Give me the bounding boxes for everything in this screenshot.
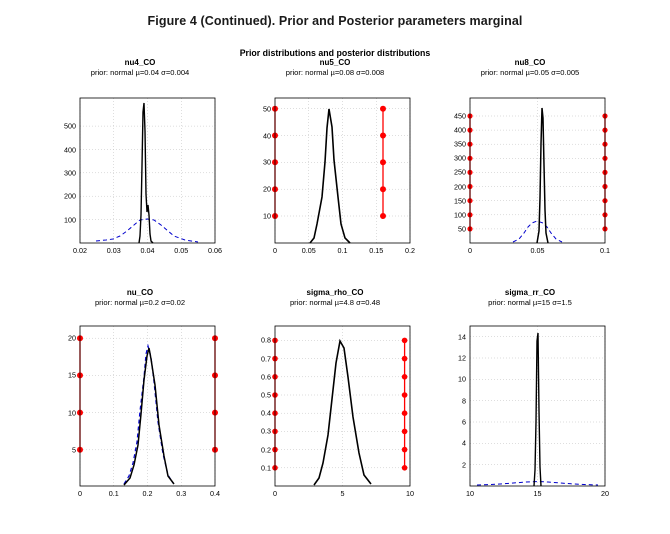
y-tick-label: 0.1 [261, 463, 271, 473]
y-tick-label: 200 [454, 182, 466, 191]
y-tick-label: 6 [462, 417, 466, 427]
y-tick-label: 0.5 [261, 390, 271, 400]
y-tick-label: 10 [68, 408, 76, 418]
figure-title: Figure 4 (Continued). Prior and Posterior parameters marginal [147, 14, 523, 28]
x-tick-label: 0 [273, 489, 277, 498]
plot-svg-nu-co [50, 308, 230, 508]
y-tick-label: 2 [462, 460, 466, 470]
y-tick-label: 400 [64, 145, 76, 154]
x-tick-label: 0 [273, 246, 277, 255]
y-tick-label: 50 [263, 104, 271, 114]
chart-panel-sigma-rho-co [245, 288, 425, 508]
x-tick-label: 0 [78, 489, 82, 498]
y-tick-label: 350 [454, 139, 466, 149]
x-tick-label: 0.03 [106, 246, 121, 255]
y-tick-label: 20 [263, 184, 271, 194]
y-tick-label: 400 [454, 125, 466, 135]
panel-subtitle: prior: normal µ=0.05 σ=0.005 [480, 68, 580, 77]
y-tick-label: 50 [458, 224, 466, 234]
x-tick-label: 20 [601, 489, 609, 498]
x-tick-label: 0 [468, 246, 472, 255]
y-tick-label: 4 [462, 438, 466, 448]
x-tick-label: 0.1 [600, 246, 610, 255]
panel-title: nu8_CO [514, 58, 546, 67]
chart-panel-nu4-co [50, 58, 230, 268]
y-tick-label: 20 [68, 333, 76, 343]
y-tick-label: 30 [263, 157, 271, 167]
y-tick-label: 300 [64, 168, 76, 178]
x-tick-label: 0.4 [210, 489, 220, 498]
y-tick-label: 300 [454, 153, 466, 163]
x-tick-label: 0.02 [73, 246, 87, 255]
plot-area [440, 308, 620, 508]
x-tick-label: 10 [406, 489, 414, 498]
x-tick-label: 5 [340, 489, 345, 498]
y-tick-label: 0.2 [261, 445, 271, 455]
y-tick-label: 450 [454, 111, 466, 121]
panel-title: nu_CO [126, 288, 154, 297]
y-tick-label: 0.6 [261, 372, 271, 382]
y-tick-label: 15 [68, 370, 76, 380]
x-tick-label: 15 [533, 489, 542, 498]
x-tick-label: 0.05 [530, 246, 545, 255]
panel-title: nu4_CO [124, 58, 156, 67]
y-tick-label: 8 [462, 396, 466, 406]
plot-svg-sigma-rr-co [440, 308, 620, 508]
panel-title: sigma_rr_CO [504, 288, 556, 297]
y-tick-label: 150 [454, 196, 466, 206]
plot-area [50, 308, 230, 508]
plot-svg-sigma-rho-co [245, 308, 425, 508]
x-tick-label: 10 [466, 489, 474, 498]
panel-subtitle: prior: normal µ=0.08 σ=0.008 [285, 68, 385, 77]
x-tick-label: 0.04 [140, 246, 155, 255]
plot-area [50, 78, 230, 268]
y-tick-label: 0.8 [261, 335, 271, 345]
y-tick-label: 0.3 [261, 426, 271, 436]
y-tick-label: 200 [64, 191, 76, 201]
y-tick-label: 0.7 [261, 354, 271, 364]
x-tick-label: 0.05 [301, 246, 316, 255]
y-tick-label: 500 [64, 121, 76, 131]
y-tick-label: 10 [458, 374, 466, 384]
y-tick-label: 0.4 [261, 408, 271, 418]
plot-svg-nu5-co [245, 78, 425, 268]
panel-subtitle: prior: normal µ=0.2 σ=0.02 [94, 298, 186, 307]
y-tick-label: 100 [454, 210, 466, 220]
panel-subtitle: prior: normal µ=4.8 σ=0.48 [289, 298, 381, 307]
y-tick-label: 12 [458, 353, 466, 363]
x-tick-label: 0.2 [142, 489, 153, 498]
y-tick-label: 5 [72, 445, 76, 455]
panel-title: sigma_rho_CO [306, 288, 364, 297]
x-tick-label: 0.3 [176, 489, 187, 498]
x-tick-label: 0.05 [174, 246, 189, 255]
x-tick-label: 0.2 [405, 246, 415, 255]
plot-area [245, 308, 425, 508]
chart-panel-nu8-co [440, 58, 620, 268]
x-tick-label: 0.1 [337, 246, 348, 255]
y-tick-label: 10 [263, 211, 271, 221]
chart-panel-nu5-co [245, 58, 425, 268]
plot-area [440, 78, 620, 268]
chart-panel-sigma-rr-co [440, 288, 620, 508]
plot-svg-nu4-co [50, 78, 230, 268]
x-tick-label: 0.1 [108, 489, 119, 498]
y-tick-label: 100 [64, 215, 76, 225]
plot-area [245, 78, 425, 268]
y-tick-label: 40 [263, 131, 271, 140]
chart-panel-nu-co [50, 288, 230, 508]
plot-svg-nu8-co [440, 78, 620, 268]
panel-subtitle: prior: normal µ=15 σ=1.5 [488, 298, 572, 307]
x-tick-label: 0.15 [369, 246, 384, 255]
panel-title: nu5_CO [319, 58, 351, 67]
supra-title: Prior distributions and posterior distributions [239, 48, 431, 58]
y-tick-label: 14 [458, 332, 466, 342]
panel-subtitle: prior: normal µ=0.04 σ=0.004 [90, 68, 190, 77]
x-tick-label: 0.06 [208, 246, 222, 255]
y-tick-label: 250 [454, 167, 466, 177]
